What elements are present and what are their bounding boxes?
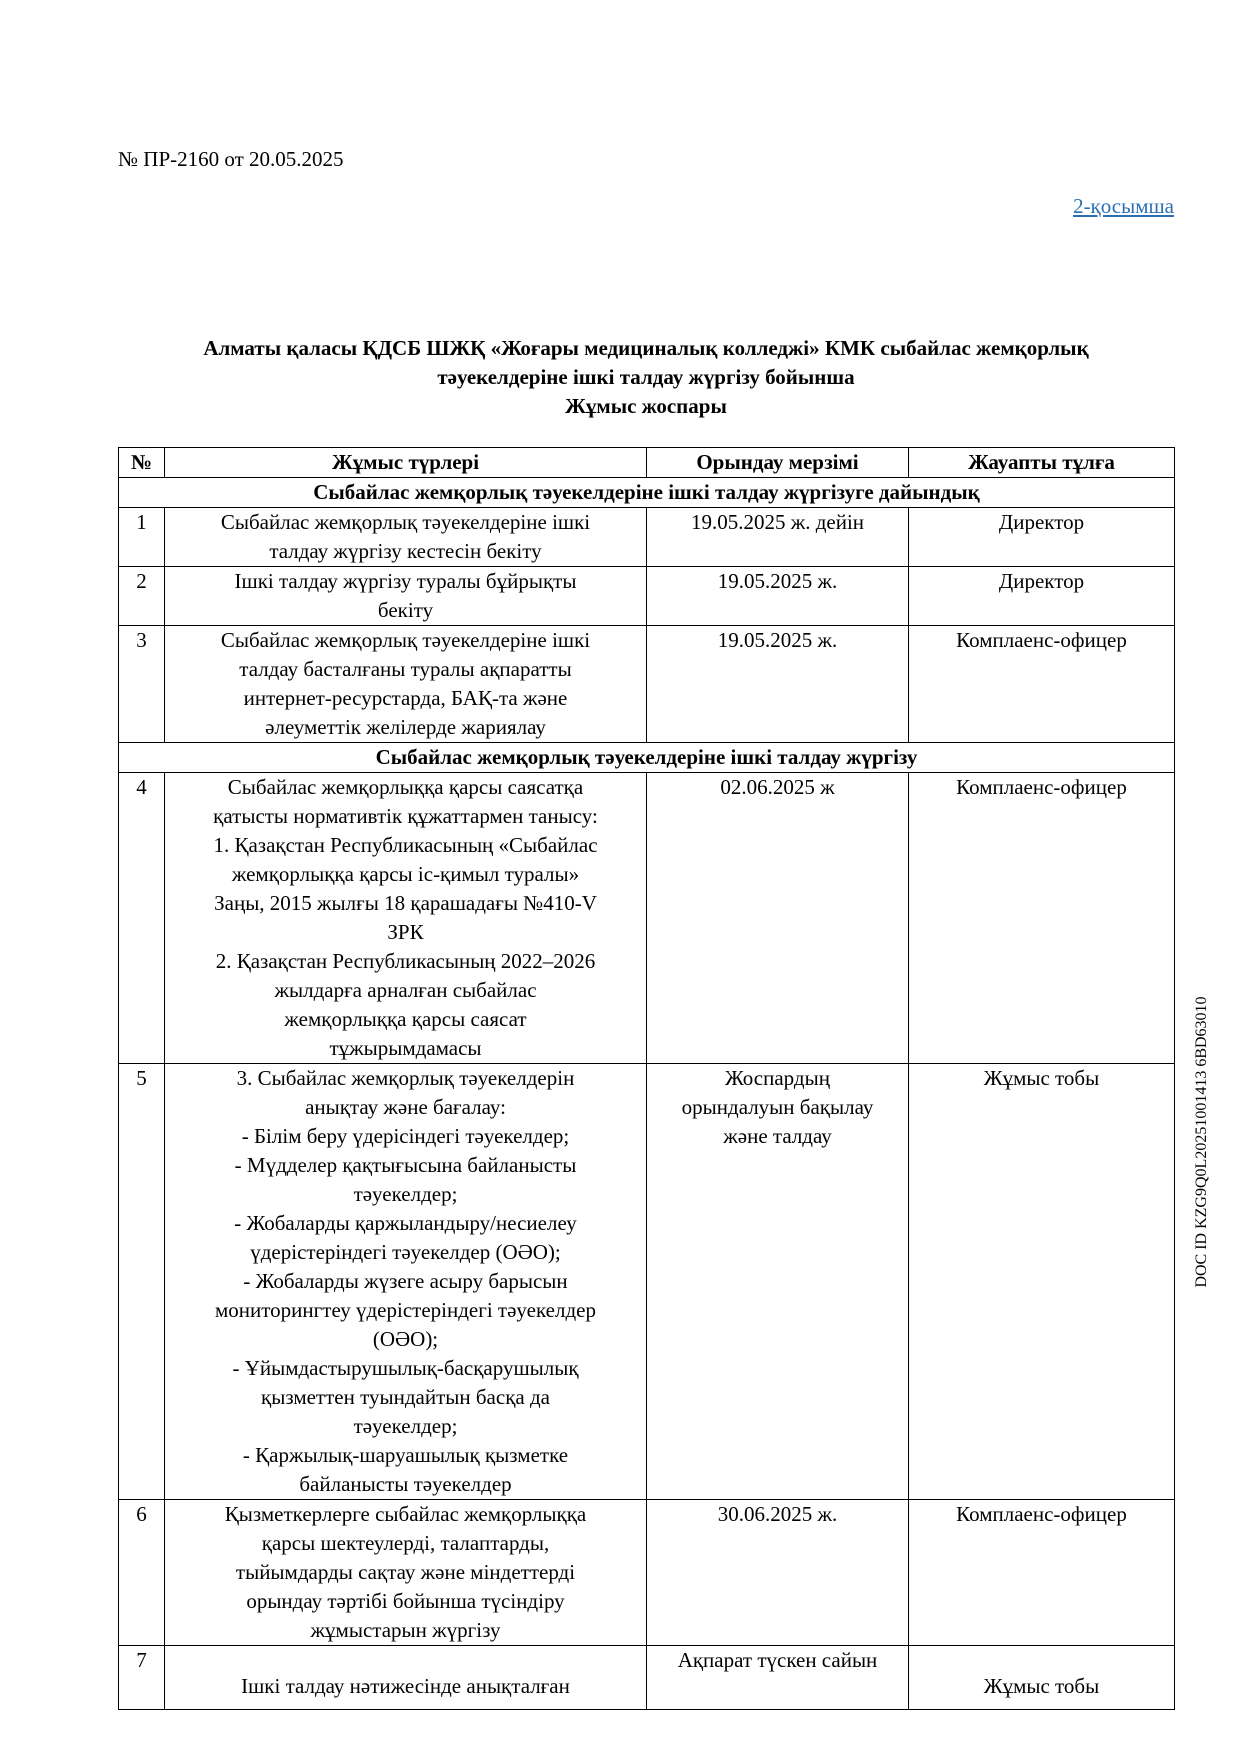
work-line: қатысты нормативтік құжаттармен танысу: [213, 804, 598, 828]
table-row [119, 626, 1175, 743]
section-row-analysis [119, 743, 1175, 773]
work-line: тәуекелдер; [353, 1414, 458, 1438]
document-title [118, 334, 1174, 421]
row-work [165, 1500, 647, 1646]
section-heading: Сыбайлас жемқорлық тәуекелдеріне ішкі талдау жүргізуге дайындық [119, 478, 1175, 508]
row-deadline: 19.05.2025 ж. [647, 567, 909, 626]
work-line: - Қаржылық-шаруашылық қызметке [242, 1443, 569, 1467]
work-line: тәуекелдер; [353, 1182, 458, 1206]
work-line: интернет-ресурстарда, БАҚ-та және [243, 686, 568, 710]
work-line: Қызметкерлерге сыбайлас жемқорлыққа [224, 1502, 587, 1526]
row-responsible: Директор [909, 567, 1175, 626]
side-doc-id: DOC ID KZG9Q0L20251001413 6BD63010 [1193, 996, 1210, 1288]
work-line: талдау басталғаны туралы ақпаратты [239, 657, 572, 681]
table-row [119, 508, 1175, 567]
title-line-3: Жұмыс жоспары [565, 394, 727, 418]
work-line: тыйымдарды сақтау және міндеттерді [235, 1560, 576, 1584]
deadline-line: және талдау [723, 1124, 832, 1148]
work-line: жемқорлыққа қарсы іс-қимыл туралы» [231, 862, 580, 886]
row-responsible: Жұмыс тобы [909, 1646, 1175, 1710]
header-number: № [119, 448, 165, 478]
row-number: 2 [119, 567, 165, 626]
row-work [165, 567, 647, 626]
table-row [119, 1646, 1175, 1710]
row-number: 1 [119, 508, 165, 567]
table-row [119, 773, 1175, 1064]
appendix-link[interactable]: 2-қосымша [1073, 194, 1174, 218]
work-line: (ОӘО); [372, 1327, 439, 1351]
work-line: 3. Сыбайлас жемқорлық тәуекелдерін [236, 1066, 575, 1090]
row-responsible: Комплаенс-офицер [909, 1500, 1175, 1646]
header-responsible: Жауапты тұлға [909, 448, 1175, 478]
work-line: қарсы шектеулерді, талаптарды, [261, 1531, 550, 1555]
work-line: анықтау және бағалау: [305, 1095, 506, 1119]
row-number: 6 [119, 1500, 165, 1646]
work-line: - Жобаларды жүзеге асыру барысын [243, 1269, 568, 1293]
work-line: ЗРК [387, 920, 424, 944]
work-line: жемқорлыққа қарсы саясат [284, 1007, 527, 1031]
work-line: - Мүдделер қақтығысына байланысты [234, 1153, 577, 1177]
section-heading: Сыбайлас жемқорлық тәуекелдеріне ішкі талдау жүргізу [119, 743, 1175, 773]
row-responsible: Комплаенс-офицер [909, 773, 1175, 1064]
row-work [165, 626, 647, 743]
row-number: 3 [119, 626, 165, 743]
work-plan-table [118, 447, 1175, 1710]
row-deadline: 19.05.2025 ж. дейін [647, 508, 909, 567]
title-line-2: тәуекелдеріне ішкі талдау жүргізу бойынша [437, 365, 855, 389]
section-row-preparation [119, 478, 1175, 508]
table-header-row [119, 448, 1175, 478]
table-row [119, 567, 1175, 626]
row-responsible: Комплаенс-офицер [909, 626, 1175, 743]
deadline-line: Жоспардың [725, 1066, 830, 1090]
work-line: Сыбайлас жемқорлық тәуекелдеріне ішкі [220, 628, 591, 652]
work-line: мониторингтеу үдерістеріндегі тәуекелдер [215, 1298, 596, 1322]
row-deadline: 02.06.2025 ж [647, 773, 909, 1064]
work-line: - Білім беру үдерісіндегі тәуекелдер; [241, 1124, 570, 1148]
work-line: әлеуметтік желілерде жариялау [265, 715, 546, 739]
row-work [165, 773, 647, 1064]
work-line: байланысты тәуекелдер [299, 1472, 512, 1496]
work-line: 1. Қазақстан Республикасының «Сыбайлас [213, 833, 598, 857]
work-line: Заңы, 2015 жылғы 18 қарашадағы №410-V [214, 891, 597, 915]
work-line: Сыбайлас жемқорлыққа қарсы саясатқа [227, 775, 584, 799]
row-responsible: Директор [909, 508, 1175, 567]
row-deadline: 30.06.2025 ж. [647, 1500, 909, 1646]
work-line: Ішкі талдау нәтижесінде анықталған [241, 1674, 570, 1698]
header-work-types: Жұмыс түрлері [165, 448, 647, 478]
work-line: қызметтен туындайтын басқа да [261, 1385, 550, 1409]
work-line: - Жобаларды қаржыландыру/несиелеу [234, 1211, 577, 1235]
work-line: Сыбайлас жемқорлық тәуекелдеріне ішкі [220, 510, 591, 534]
row-number: 4 [119, 773, 165, 1064]
work-line: бекіту [377, 598, 434, 622]
document-number: № ПР-2160 от 20.05.2025 [118, 147, 344, 171]
work-line: үдерістеріндегі тәуекелдер (ОӘО); [250, 1240, 561, 1264]
row-deadline: Ақпарат түскен сайын [647, 1646, 909, 1710]
work-line: Ішкі талдау жүргізу туралы бұйрықты [234, 569, 577, 593]
title-line-1: Алматы қаласы ҚДСБ ШЖҚ «Жоғары медициналық колледжі» КМК сыбайлас жемқорлық [203, 336, 1089, 360]
row-work [165, 508, 647, 567]
work-line: талдау жүргізу кестесін бекіту [269, 539, 542, 563]
row-deadline [647, 1064, 909, 1500]
row-work [165, 1064, 647, 1500]
row-deadline: 19.05.2025 ж. [647, 626, 909, 743]
work-line: жұмыстарын жүргізу [310, 1618, 501, 1642]
row-work [165, 1646, 647, 1710]
work-line: тұжырымдамасы [329, 1036, 482, 1060]
work-line: 2. Қазақстан Республикасының 2022–2026 [215, 949, 596, 973]
work-line: орындау тәртібі бойынша түсіндіру [246, 1589, 565, 1613]
row-number: 7 [119, 1646, 165, 1710]
table-row [119, 1064, 1175, 1500]
row-number: 5 [119, 1064, 165, 1500]
header-deadline: Орындау мерзімі [647, 448, 909, 478]
work-line: жылдарға арналған сыбайлас [274, 978, 537, 1002]
row-responsible: Жұмыс тобы [909, 1064, 1175, 1500]
deadline-line: орындалуын бақылау [681, 1095, 874, 1119]
work-line: - Ұйымдастырушылық-басқарушылық [232, 1356, 579, 1380]
table-row [119, 1500, 1175, 1646]
